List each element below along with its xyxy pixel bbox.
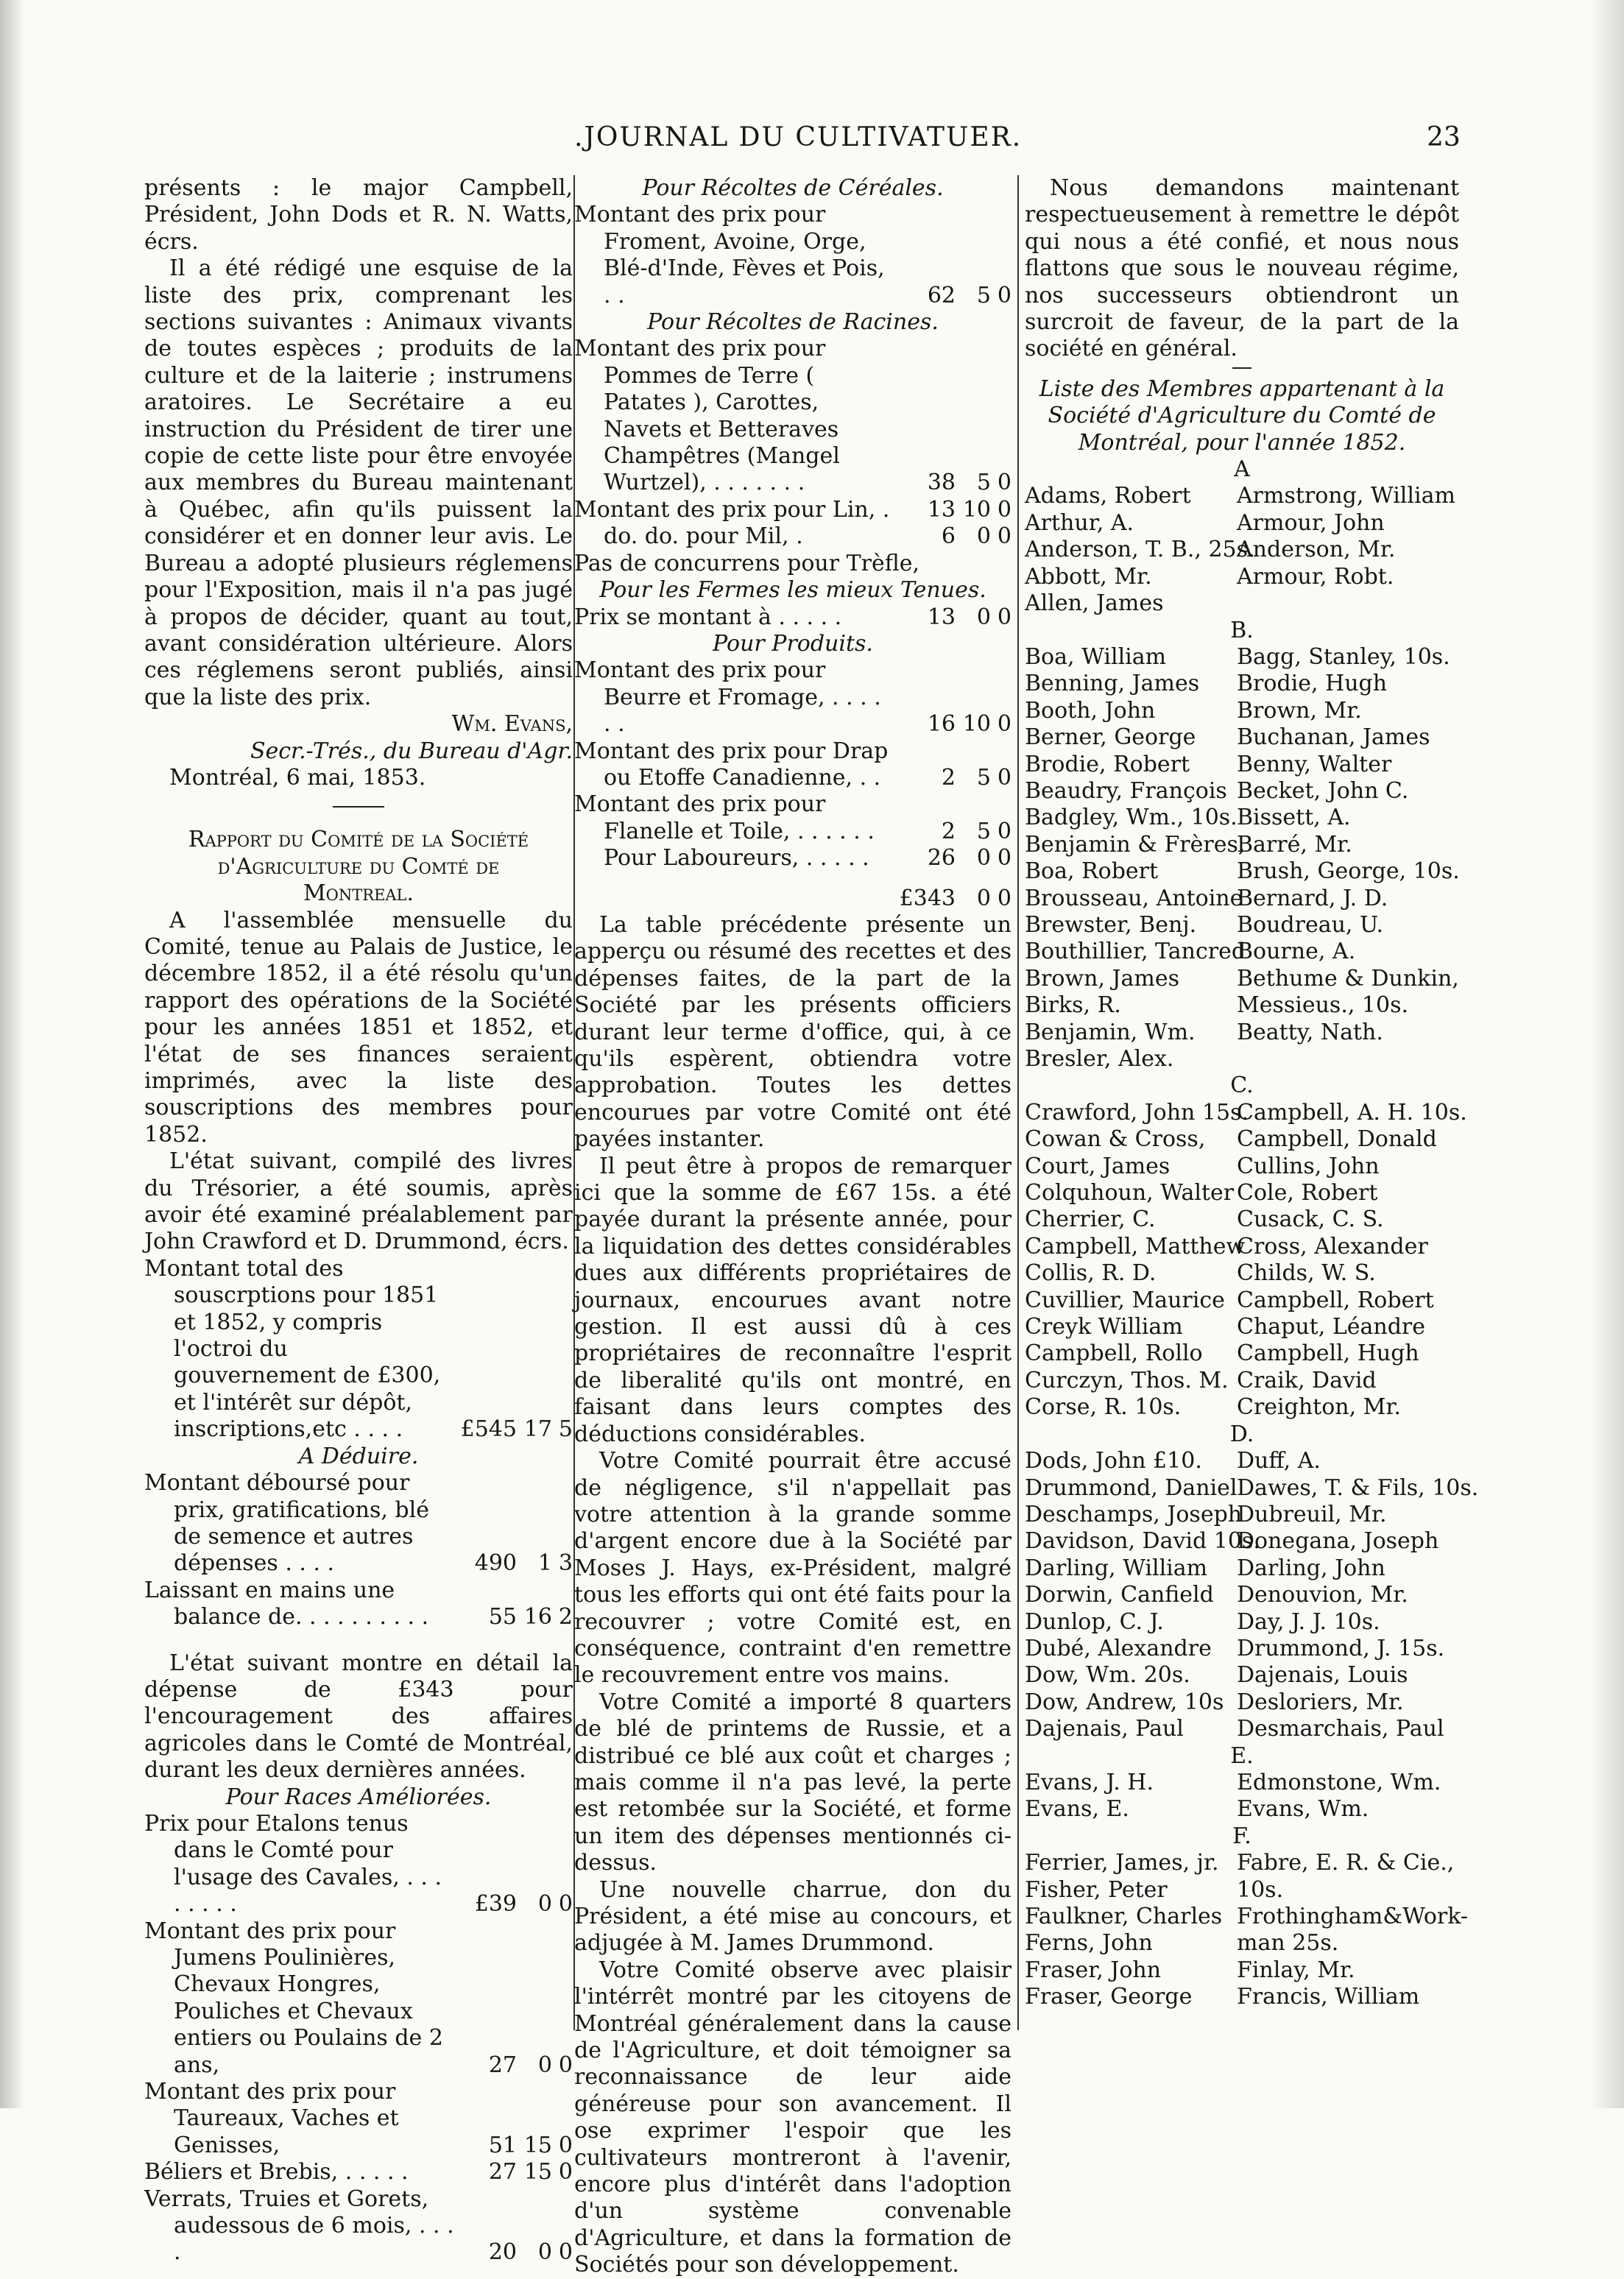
entry-label: Prix pour Etalons tenus dans le Comté pour l'usage des Cavales, . . . . . . . . — [144, 1810, 442, 1918]
member-row — [1025, 912, 1459, 939]
member-name: Anderson, Mr. — [1237, 537, 1396, 563]
journal-title: .JOURNAL DU CULTIVATUER. — [574, 122, 1023, 152]
amount-shillings: 0 — [537, 2239, 552, 2266]
member-name: Benjamin, Wm. — [1025, 1019, 1196, 1045]
amount-shillings: 0 — [976, 845, 991, 872]
member-name: Dow, Andrew, 10s — [1025, 1689, 1224, 1715]
member-list — [1025, 456, 1479, 2011]
member-row — [1025, 1368, 1459, 1394]
member-name: Bouthillier, Tancred — [1025, 939, 1246, 965]
amount-shillings: 16 — [523, 1604, 552, 1630]
paragraph: Il a été rédigé une esquise de la liste des prix, comprenant les sections suivantes : Animaux vivants de toutes espèces ; produits de la culture et de la laiterie ; instrumens aratoires. Le Secrétaire a eu instruction du Président de tirer une copie de cette liste pour être envoyée aux membres du Bureau maintenant à Québec, afin qu'ils puissent la considérer et en donner leur avis. Le Bureau a adopté plusieurs réglemens pour l'Exposition, mais il n'a pas jugé à propos de décider, quant au tout, avant considération ultérieure. Alors ces réglemens seront publiés, ainsi que la liste des prix. — [144, 255, 573, 710]
member-row — [1025, 1609, 1459, 1636]
page-edge-shadow-left — [0, 0, 25, 2108]
amount-shillings: 0 — [537, 1891, 552, 1918]
member-name: Creyk William — [1025, 1314, 1183, 1340]
member-name: Arthur, A. — [1025, 509, 1134, 536]
member-row — [1025, 1234, 1459, 1260]
member-name: Campbell, Robert — [1237, 1287, 1434, 1313]
member-name: 10s. — [1237, 1876, 1284, 1903]
member-name: Faulkner, Charles — [1025, 1904, 1223, 1929]
member-row — [1025, 886, 1459, 912]
amount-pence: 0 — [997, 711, 1012, 738]
member-name: Boudreau, U. — [1237, 911, 1384, 938]
member-name: Denouvion, Mr. — [1237, 1582, 1408, 1608]
member-row — [1025, 1930, 1459, 1957]
amount-pounds: 26 — [927, 845, 956, 872]
amount-pence: 0 — [997, 282, 1012, 308]
column-3 — [1025, 175, 1479, 2011]
amount-pence: 0 — [558, 2052, 573, 2078]
section-heading: Pour Récoltes de Racines. — [647, 309, 939, 336]
amount-pounds: 27 — [488, 2052, 517, 2078]
member-name: Barré, Mr. — [1237, 831, 1352, 858]
member-name: Campbell, A. H. 10s. — [1237, 1099, 1467, 1126]
prize-row — [574, 845, 1012, 872]
member-row — [1025, 671, 1459, 697]
member-list-title: Liste des Membres appartenant à la Société d'Agriculture du Comté de Montréal, pour l'année 1852. — [1039, 375, 1445, 456]
member-row — [1025, 1020, 1459, 1046]
prize-row — [574, 336, 1012, 496]
prize-row — [144, 1918, 573, 2079]
entry-label: Montant des prix pour Pommes de Terre ( Patates ), Carottes, Navets et Betteraves Champêtres (Mangel Wurtzel), . . . . . . . — [574, 336, 840, 496]
member-name: man 25s. — [1237, 1930, 1339, 1957]
member-name — [1224, 590, 1459, 617]
member-name: Evans, J. H. — [1025, 1769, 1154, 1795]
alphabet-section-letter: C. — [1230, 1073, 1254, 1099]
member-name: Dubé, Alexandre — [1025, 1635, 1212, 1661]
member-name: Berner, George — [1025, 724, 1196, 751]
member-name: Dods, John £10. — [1025, 1448, 1202, 1474]
member-name: Bissett, A. — [1237, 805, 1351, 831]
section-heading: A Déduire. — [298, 1443, 419, 1469]
section-divider — [1232, 367, 1251, 369]
member-name: Boa, William — [1025, 643, 1167, 670]
member-row — [1025, 1502, 1459, 1528]
member-name: Court, James — [1025, 1153, 1171, 1179]
section-heading: Pour les Fermes les mieux Tenues. — [599, 577, 986, 604]
member-row — [1025, 1046, 1459, 1073]
member-row — [1025, 1582, 1459, 1608]
amount-pence: 0 — [997, 845, 1012, 872]
member-name: Brown, James — [1025, 965, 1180, 992]
prize-row — [574, 791, 1012, 845]
member-name: Corse, R. 10s. — [1025, 1394, 1182, 1421]
member-name: Frothingham&Work- — [1237, 1904, 1469, 1929]
member-row — [1025, 564, 1459, 590]
amount-pence: 0 — [558, 2159, 573, 2186]
member-row — [1025, 590, 1459, 617]
member-name: Campbell, Rollo — [1025, 1340, 1203, 1367]
section-heading: Pour Récoltes de Céréales. — [642, 175, 944, 201]
prize-row — [144, 2186, 573, 2266]
member-name: Fraser, John — [1025, 1957, 1162, 1983]
member-name: Becket, John C. — [1237, 777, 1409, 804]
member-row — [1025, 1340, 1459, 1367]
member-name: Desmarchais, Paul — [1237, 1716, 1444, 1742]
paragraph: Nous demandons maintenant respectueusement à remettre le dépôt qui nous a été confié, et nous nous flattons que sous le nouveau régime, nos successeurs obtiendront un surcroit de faveur, de la part de la société en général. — [1025, 175, 1459, 362]
member-name: Armour, Robt. — [1237, 563, 1394, 590]
amount-pence: 3 — [558, 1550, 573, 1577]
member-name: Dajenais, Louis — [1237, 1662, 1408, 1689]
entry-label: Béliers et Brebis, . . . . . — [144, 2159, 409, 2186]
member-row — [1025, 1904, 1469, 1930]
column-1 — [144, 175, 573, 2266]
section-heading: Pour Races Améliorées. — [225, 1784, 492, 1810]
member-name: Ferrier, James, jr. — [1025, 1850, 1219, 1876]
prize-row — [574, 523, 1012, 550]
entry-label: Montant des prix pour Flanelle et Toile, . . . . . . — [574, 791, 875, 844]
report-title-line: Montreal. — [303, 880, 414, 907]
member-name: Beatty, Nath. — [1237, 1019, 1383, 1045]
member-row — [1025, 832, 1459, 858]
member-name: Campbell, Matthew — [1025, 1233, 1246, 1259]
member-name: Boa, Robert — [1025, 858, 1159, 885]
member-row — [1025, 1180, 1459, 1206]
amount-pounds: £545 — [460, 1416, 517, 1443]
member-row — [1025, 1394, 1459, 1421]
alphabet-section-letter: B. — [1230, 617, 1254, 643]
member-name: Davidson, David 10s. — [1025, 1528, 1260, 1555]
member-name: Armstrong, William — [1237, 483, 1455, 509]
report-title-line: d'Agriculture du Comté de — [217, 853, 500, 880]
entry-label: Pas de concurrens pour Trèfle, — [574, 550, 920, 576]
member-name: Brousseau, Antoine — [1025, 885, 1243, 911]
member-row — [1025, 1662, 1459, 1689]
amount-pence: 0 — [997, 764, 1012, 791]
member-name: Anderson, T. B., 25s. — [1025, 537, 1255, 563]
amount-pence: 0 — [997, 885, 1012, 911]
account-row-deduct — [144, 1470, 573, 1577]
entry-label: Montant des prix pour Froment, Avoine, Orge, Blé-d'Inde, Fèves et Pois, . . — [574, 202, 885, 308]
member-name: Campbell, Donald — [1237, 1126, 1437, 1153]
member-name: Deschamps, Joseph — [1025, 1501, 1243, 1527]
amount-pence: 0 — [997, 496, 1012, 523]
amount-pounds: 27 — [488, 2159, 517, 2186]
member-name: Evans, E. — [1025, 1796, 1129, 1823]
amount-pence: 0 — [997, 470, 1012, 496]
member-row — [1025, 698, 1459, 724]
paragraph: La table précédente présente un apperçu ou résumé des recettes et des dépenses faites, de la part de la Société par les présents officiers durant leur terme d'office, qui, à ce qu'ils espèrent, obtiendra votre approbation. Toutes les dettes encourues par votre Comité ont été payées instanter. — [574, 911, 1012, 1153]
signature-name: Wm. Evans, — [451, 711, 573, 738]
member-row — [1025, 966, 1459, 992]
amount-shillings: 15 — [523, 2159, 552, 2186]
amount-pounds: 6 — [941, 523, 956, 550]
prize-row — [144, 2079, 573, 2159]
member-row — [1025, 1153, 1459, 1180]
alphabet-section-letter: D. — [1229, 1421, 1254, 1447]
amount-pounds: 13 — [927, 496, 956, 523]
amount-shillings: 5 — [976, 470, 991, 496]
amount-pounds: 16 — [927, 711, 956, 738]
member-row — [1025, 858, 1459, 885]
member-row — [1025, 1796, 1459, 1823]
member-name: Bresler, Alex. — [1025, 1046, 1174, 1072]
amount-shillings: 10 — [962, 496, 991, 523]
entry-label: Montant déboursé pour prix, gratifications, blé de semence et autres dépenses . . . . — [144, 1470, 429, 1577]
entry-label: Montant total des souscrptions pour 1851 et 1852, y compris l'octroi du gouvernement de £300, et l'intérêt sur dépôt, inscriptions,etc . . . . — [144, 1255, 441, 1443]
member-name: Dubreuil, Mr. — [1237, 1501, 1387, 1527]
member-row — [1025, 1206, 1459, 1233]
entry-label: Montant des prix pour Taureaux, Vaches et Genisses, — [144, 2079, 399, 2158]
amount-pence: 0 — [997, 604, 1012, 630]
member-name: Beaudry, François — [1025, 777, 1227, 804]
prize-row — [144, 1811, 573, 1918]
member-name: Benny, Walter — [1237, 751, 1392, 777]
member-row — [1025, 778, 1459, 805]
member-name: Curczyn, Thos. M. — [1025, 1367, 1229, 1393]
member-row — [1025, 1636, 1459, 1662]
member-name: Crawford, John 15s. — [1025, 1099, 1249, 1126]
member-name: Edmonstone, Wm. — [1237, 1769, 1441, 1795]
member-name: Dawes, T. & Fils, 10s. — [1237, 1474, 1479, 1501]
amount-pounds: 55 — [488, 1604, 517, 1630]
member-row — [1025, 1877, 1459, 1904]
member-name: Benning, James — [1025, 671, 1200, 697]
prize-row — [144, 2159, 573, 2186]
section-heading: Pour Produits. — [713, 630, 873, 657]
member-row — [1025, 644, 1459, 671]
member-name: Benjamin & Frères, — [1025, 831, 1246, 858]
member-name: Brush, George, 10s. — [1237, 858, 1460, 885]
page-header — [0, 118, 1624, 162]
member-name: Dorwin, Canfield — [1025, 1582, 1214, 1608]
prize-row — [574, 604, 1012, 631]
prize-row — [574, 202, 1012, 309]
signature-title: Secr.-Trés., du Bureau d'Agr. — [250, 738, 573, 764]
member-name: Brodie, Hugh — [1237, 671, 1388, 697]
amount-shillings: 10 — [962, 711, 991, 738]
signature-place-date: Montréal, 6 mai, 1853. — [169, 764, 426, 791]
member-name: Drummond, Daniel — [1025, 1474, 1238, 1501]
paragraph: présents : le major Campbell, Président, John Dods et R. N. Watts, écrs. — [144, 175, 573, 255]
prize-total-row — [574, 886, 1012, 912]
amount-pounds: 20 — [488, 2239, 517, 2266]
paragraph: Il peut être à propos de remarquer ici que la somme de £67 15s. a été payée durant la présente année, pour la liquidation des dettes considérables dues aux différents propriétaires de journaux, encourues avant notre gestion. Il est aussi dû à ces propriétaires de reconnaître l'esprit de liberalité qu'ils ont montré, en faisant dans leurs comptes des déductions considérables. — [574, 1153, 1012, 1447]
member-name: Dunlop, C. J. — [1025, 1608, 1164, 1635]
paragraph: Votre Comité observe avec plaisir l'intérrêt montré par les citoyens de Montréal généralement dans la cause de l'Agriculture, et doit témoigner sa reconnaissance de leur aide généreuse pour son avancement. Il ose exprimer l'espoir que les cultivateurs montreront à l'avenir, encore plus d'intérêt dans l'adoption d'un système convenable d'Agriculture, et dans la formation de Sociétés pour son développement. — [574, 1957, 1012, 2278]
entry-label: Montant des prix pour Drap ou Etoffe Canadienne, . . — [574, 738, 889, 791]
member-name: Badgley, Wm., 10s. — [1025, 805, 1238, 831]
amount-pence: 0 — [997, 818, 1012, 844]
amount-pounds: 51 — [488, 2132, 517, 2158]
member-name: Drummond, J. 15s. — [1237, 1635, 1445, 1661]
member-name: Creighton, Mr. — [1237, 1394, 1401, 1421]
paragraph: Votre Comité pourrait être accusé de négligence, s'il n'appellait pas votre attention à la grande somme d'argent encore due à la Société par Moses J. Hays, ex-Président, malgré tous les efforts qui ont été faits pour la recouvrer ; votre Comité est, en conséquence, contraint d'en remettre le recouvrement entre vos mains. — [574, 1448, 1012, 1689]
amount-pounds: 490 — [474, 1550, 517, 1577]
amount-pounds: 2 — [941, 818, 956, 844]
member-name: Duff, A. — [1237, 1448, 1321, 1474]
prize-row — [574, 657, 1012, 738]
member-name: Abbott, Mr. — [1025, 563, 1152, 590]
member-name: Messieus., 10s. — [1237, 992, 1409, 1019]
entry-label: Pour Laboureurs, . . . . . — [604, 845, 869, 872]
alphabet-section-letter: E. — [1230, 1742, 1254, 1769]
member-name: Adams, Robert — [1025, 483, 1191, 509]
member-name: Bagg, Stanley, 10s. — [1237, 643, 1450, 670]
member-name: Donegana, Joseph — [1237, 1528, 1439, 1555]
member-name: Cherrier, C. — [1025, 1206, 1156, 1233]
member-name: Francis, William — [1237, 1984, 1420, 2010]
amount-shillings: 5 — [976, 282, 991, 308]
page-edge-shadow-right — [1590, 0, 1624, 2108]
member-row — [1025, 1260, 1459, 1287]
member-name: Desloriers, Mr. — [1237, 1689, 1404, 1715]
amount-pounds: 2 — [941, 764, 956, 791]
member-name: Cole, Robert — [1237, 1180, 1378, 1206]
member-name: Bourne, A. — [1237, 939, 1356, 965]
member-row — [1025, 1689, 1459, 1716]
entry-label: Verrats, Truies et Gorets, audessous de 6 mois, . . . . — [144, 2186, 454, 2266]
member-name: Darling, William — [1025, 1555, 1208, 1581]
member-name: Cullins, John — [1237, 1153, 1380, 1179]
member-name: Armour, John — [1237, 509, 1385, 536]
member-row — [1025, 1957, 1459, 1984]
member-row — [1025, 1099, 1467, 1126]
amount-shillings: 17 — [523, 1416, 552, 1443]
member-name: Buchanan, James — [1237, 724, 1430, 751]
amount-pence: 0 — [558, 2132, 573, 2158]
member-name: Collis, R. D. — [1025, 1260, 1157, 1287]
amount-pounds: £39 — [474, 1891, 517, 1918]
amount-shillings: 1 — [537, 1550, 552, 1577]
amount-shillings: 15 — [523, 2132, 552, 2158]
prize-row — [574, 738, 1012, 792]
member-row — [1025, 805, 1459, 831]
member-row — [1025, 1555, 1459, 1582]
member-name: Day, J. J. 10s. — [1237, 1608, 1380, 1635]
amount-pence: 0 — [558, 2239, 573, 2266]
paragraph: Une nouvelle charrue, don du Président, a été mise au concours, et adjugée à M. James Drummond. — [574, 1876, 1012, 1957]
entry-label: do. do. pour Mil, . — [604, 523, 803, 550]
prize-row — [574, 497, 1012, 523]
member-name: Evans, Wm. — [1237, 1796, 1369, 1823]
member-name: Fraser, George — [1025, 1984, 1193, 2010]
member-name: Cross, Alexander — [1237, 1233, 1428, 1259]
page-number: 23 — [1427, 122, 1461, 152]
member-row — [1025, 992, 1459, 1019]
amount-shillings: 5 — [976, 818, 991, 844]
amount-pounds: 62 — [927, 282, 956, 308]
member-name: Cuvillier, Maurice — [1025, 1287, 1225, 1313]
member-row — [1025, 483, 1459, 509]
amount-shillings: 0 — [976, 523, 991, 550]
paragraph: L'état suivant montre en détail la dépense de £343 pour l'encouragement des affaires agricoles dans le Comté de Montréal, durant les deux dernières années. — [144, 1650, 573, 1784]
paragraph: L'état suivant, compilé des livres du Trésorier, a été soumis, après avoir été examiné préalablement par John Crawford et D. Drummond, écrs. — [144, 1148, 573, 1255]
entry-label: Laissant en mains une balance de. . . . . . . . . . — [144, 1577, 429, 1630]
member-name: Craik, David — [1237, 1367, 1377, 1393]
member-name — [1224, 1046, 1459, 1073]
amount-pence: 2 — [558, 1604, 573, 1630]
member-name: Booth, John — [1025, 697, 1156, 724]
member-name: Brodie, Robert — [1025, 751, 1190, 777]
member-name: Bernard, J. D. — [1237, 885, 1388, 911]
column-rule-2 — [1017, 175, 1019, 2030]
member-row — [1025, 1770, 1459, 1796]
entry-label: Montant des prix pour Beurre et Fromage, . . . . . . — [574, 657, 881, 738]
member-name: Campbell, Hugh — [1237, 1340, 1419, 1367]
member-name: Cusack, C. S. — [1237, 1206, 1384, 1233]
account-row-balance — [144, 1577, 573, 1631]
amount-pounds: 38 — [927, 470, 956, 496]
member-row — [1025, 510, 1459, 537]
member-name: Allen, James — [1025, 590, 1164, 617]
amount-shillings: 0 — [976, 604, 991, 630]
member-row — [1025, 1314, 1459, 1340]
member-row — [1025, 1716, 1459, 1742]
amount-pounds: 13 — [927, 604, 956, 630]
alphabet-section-letter: F. — [1232, 1823, 1251, 1849]
report-title-line: Rapport du Comité de la Société — [188, 827, 529, 853]
section-divider — [333, 806, 384, 808]
member-row — [1025, 1528, 1459, 1555]
alphabet-section-letter: A — [1234, 456, 1250, 483]
member-name: Ferns, John — [1025, 1930, 1153, 1957]
member-row — [1025, 1287, 1459, 1314]
member-name: Birks, R. — [1025, 992, 1121, 1019]
member-row — [1025, 939, 1459, 965]
member-row — [1025, 1984, 1459, 2010]
member-name: Cowan & Cross, — [1025, 1126, 1206, 1153]
amount-pence: 0 — [997, 523, 1012, 550]
member-name: Brewster, Benj. — [1025, 911, 1197, 938]
member-name: Dajenais, Paul — [1025, 1716, 1184, 1742]
member-name: Bethume & Dunkin, — [1237, 965, 1459, 992]
paragraph: A l'assemblée mensuelle du Comité, tenue au Palais de Justice, le décembre 1852, il a été résolu qu'un rapport des opérations de la Société pour les années 1851 et 1852, et l'état de ses finances seraient imprimés, avec la liste des souscriptions des membres pour 1852. — [144, 907, 573, 1148]
entry-label: Montant des prix pour Jumens Poulinières, Chevaux Hongres, Pouliches et Chevaux entiers ou Poulains de 2 ans, — [144, 1918, 443, 2078]
amount-pounds: £343 — [899, 885, 956, 911]
member-name: Childs, W. S. — [1237, 1260, 1376, 1287]
member-name: Fabre, E. R. & Cie., — [1237, 1850, 1455, 1876]
account-row-total — [144, 1256, 573, 1444]
member-name: Finlay, Mr. — [1237, 1957, 1355, 1983]
member-row — [1025, 1126, 1459, 1153]
amount-shillings: 5 — [976, 764, 991, 791]
entry-label: Montant des prix pour Lin, . — [574, 496, 890, 523]
member-row — [1025, 1448, 1459, 1474]
member-row — [1025, 724, 1459, 751]
member-row — [1025, 537, 1459, 563]
amount-pence: 5 — [558, 1416, 573, 1443]
member-name: Chaput, Léandre — [1237, 1314, 1425, 1340]
member-name: Brown, Mr. — [1237, 697, 1362, 724]
member-name: Fisher, Peter — [1025, 1876, 1168, 1903]
amount-shillings: 0 — [537, 2052, 552, 2078]
amount-pence: 0 — [558, 1891, 573, 1918]
member-name: Darling, John — [1237, 1555, 1385, 1581]
member-name: Colquhoun, Walter — [1025, 1180, 1235, 1206]
column-2 — [574, 175, 1012, 2279]
entry-label: Prix se montant à . . . . . — [574, 604, 842, 630]
amount-shillings: 0 — [976, 885, 991, 911]
member-row — [1025, 1850, 1459, 1876]
paragraph: Votre Comité a importé 8 quarters de blé de printems de Russie, et a distribué ce blé aux coût et charges ; mais comme il n'a pas levé, la perte est retombée sur la Société, et forme un item des dépenses mentionnés ci-dessus. — [574, 1689, 1012, 1876]
member-row — [1025, 1474, 1479, 1502]
member-name: Dow, Wm. 20s. — [1025, 1662, 1190, 1689]
member-row — [1025, 752, 1459, 778]
